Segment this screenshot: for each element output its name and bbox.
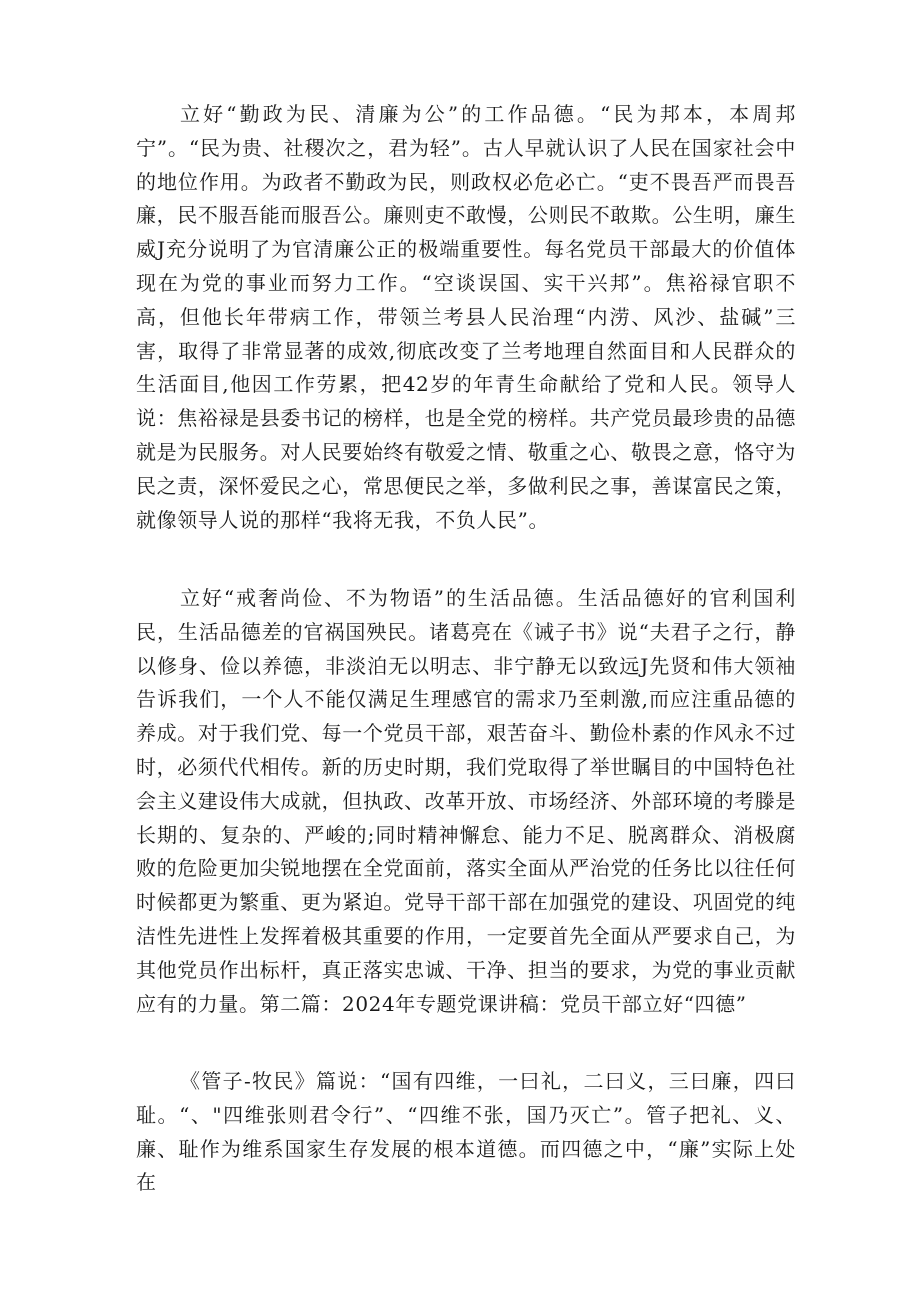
- paragraph-guanzi-four-virtues: 《管子-牧民》篇说：“国有四维，一曰礼，二曰义，三曰廉，四曰耻。“、"四维张则君令行”、“四维不张，国乃灭亡”。管子把礼、义、廉、耻作为维系国家生存发展的根本道德。而四德之中，“廉”实际上处在: [136, 1069, 796, 1195]
- paragraph-life-ethics: 立好“戒奢尚俭、不为物语”的生活品德。生活品德好的官利国利民，生活品德差的官祸国殃民。诸葛亮在《诫子书》说“夫君子之行，静以修身、俭以养德，非淡泊无以明志、非宁静无以致远J先贤和伟大领袖告诉我们，一个人不能仅满足生理感官的需求乃至刺激,而应注重品德的养成。对于我们党、每一个党员干部，艰苦奋斗、勤俭朴素的作风永不过时，必须代代相传。新的历史时期，我们党取得了举世瞩目的中国特色社会主义建设伟大成就，但执政、改革开放、市场经济、外部环境的考滕是长期的、复杂的、严峻的;同时精神懈怠、能力不足、脱离群众、消极腐败的危险更加尖锐地摆在全党面前，落实全面从严治党的任务比以往任何时候都更为繁重、更为紧迫。党导干部干部在加强党的建设、巩固党的纯洁性先进性上发挥着极其重要的作用，一定要首先全面从严要求自己，为其他党员作出标杆，真正落实忠诚、干净、担当的要求，为党的事业贡献应有的力量。第二篇：2024年专题党课讲稿：党员干部立好“四德”: [136, 586, 796, 1016]
- paragraph-work-ethics: 立好“勤政为民、清廉为公”的工作品德。“民为邦本，本周邦宁”。“民为贵、社稷次之，君为轻”。古人早就认识了人民在国家社会中的地位作用。为政者不勤政为民，则政权必危必亡。“吏不畏吾严而畏吾廉，民不服吾能而服吾公。廉则吏不敢慢，公则民不敢欺。公生明，廉生威J充分说明了为官清廉公正的极端重要性。每名党员干部最大的价值体现在为党的事业而努力工作。“空谈误国、实干兴邦”。焦裕禄官职不高，但他长年带病工作，带领兰考县人民治理“内涝、风沙、盐碱”三害，取得了非常显著的成效,彻底改变了兰考地理自然面目和人民群众的生活面目,他因工作劳累，把42岁的年青生命献给了党和人民。领导人说：焦裕禄是县委书记的榜样，也是全党的榜样。共产党员最珍贵的品德就是为民服务。对人民要始终有敬爱之情、敬重之心、敬畏之意，恪守为民之责，深怀爱民之心，常思便民之举，多做利民之事，善谋富民之策，就像领导人说的那样“我将无我，不负人民”。: [136, 102, 796, 532]
